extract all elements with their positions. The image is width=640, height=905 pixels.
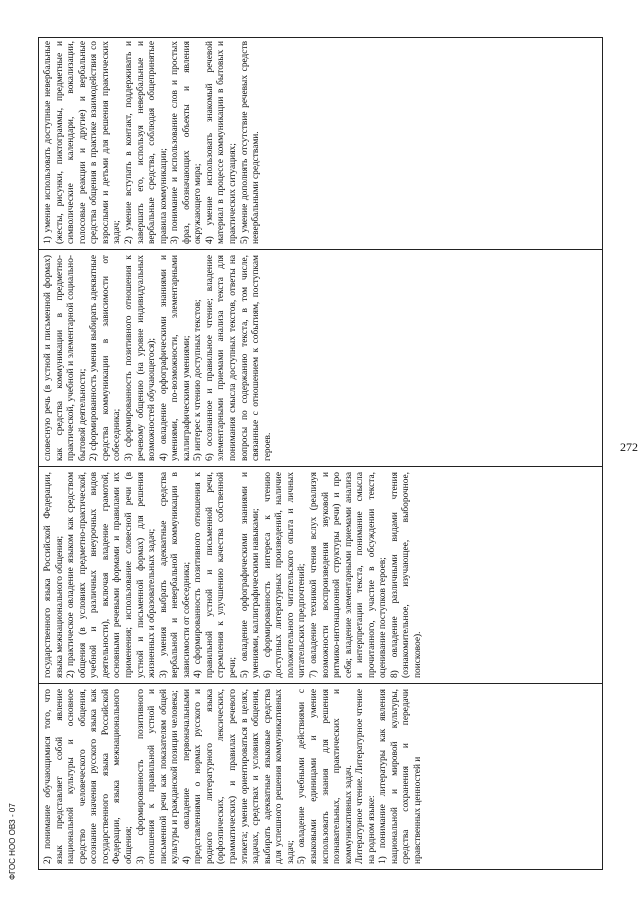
col2-para: 4) сформированность позитивного отношения к правильной устной и письменной речи, стремления к улучшению качества собственной речи; [193, 472, 238, 678]
table-column-3 [39, 249, 602, 466]
col1-para: 1) понимание литературы как явления национальной и мировой культуры, средства сохранения и передачи нравственных ценностей и [378, 689, 423, 864]
col1-para: 5) овладение учебными действиями с языковыми единицами и умение использовать знания для решения познавательных, практических и коммуникативных задач. [297, 689, 354, 864]
table-column-2 [39, 466, 602, 683]
col1-para: 2) понимание обучающимися того, что язык представляет собой явление национальной культуры и основное средство человеческого общения, осознание значения русского языка как государственного языка Российской Федерации, языка межнационального общения; [43, 689, 134, 864]
col4-para: 4) умение использовать знакомый речевой материал в процессе коммуникации в бытовых и практических ситуациях; [204, 41, 238, 244]
col4-para: 3) понимание и использование слов и простых фраз, обозначающих объекты и явления окружающего мира; [170, 41, 204, 244]
col4-para: 5) умение дополнять отсутствие речевых средств невербальными средствами. [239, 41, 262, 244]
document-footer: ФГОС НОО ОВЗ - 07 [8, 803, 17, 880]
col3-para: 3) сформированность позитивного отношения к речевому общению (на уровне индивидуальных возможностей обучающегося); [123, 255, 158, 461]
col1-para: 3) сформированность позитивного отношения к правильной устной и письменной речи как показателям общей культуры и гражданской позиции человека; [135, 689, 181, 864]
col2-para: 6) сформированность интереса к чтению доступных литературных произведений, наличие положительного читательского опыта и личных читательских предпочтений; [262, 472, 308, 678]
col2-para: 8) овладение различными видами чтения (ознакомительное, изучающее, выборочное, поисковое). [389, 472, 423, 678]
col4-para: 2) умение вступать в контакт, поддерживать и завершать его, используя невербальные и вербальные средства, соблюдая общепринятые правила коммуникации; [123, 41, 169, 244]
col1-para: 4) овладение первоначальными представлениями о нормах русского и родного литературного языка (орфоэпических, лексических, грамматических) и правилах речевого этикета; умение ориентироваться в целях, задачах, средствах и условиях общения, выбирать адекватные языковые средства для успешного решения коммуникативных задач; [181, 689, 296, 864]
page-number: 272 [620, 440, 638, 454]
col2-para: 2) практическое овладение языком как средством общения (в условиях предметно-практической, учебной и различных внеурочных видов деятельности), включая владение грамотой, основными речевыми формами и правилами их применения; использование словесной речи (в устной и письменной формах) для решения жизненных и образовательных задач; [66, 472, 158, 678]
col3-para: 6) осознанное и правильное чтение; владение элементарными приемами анализа текста для понимания смысла доступных текстов, ответы на вопросы по содержанию текста, в том числе, связанные с отношением к событиям, поступкам героев. [204, 255, 273, 461]
col3-para: словесную речь (в устной и письменной формах) как средства коммуникации в предметно-практической, учебной и элементарной социально-бытовой деятельности; [43, 255, 88, 461]
rotated-table-container [38, 37, 603, 870]
results-table [38, 37, 603, 870]
col1-section-heading: Литературное чтение. Литературное чтение на родном языке: [355, 689, 377, 864]
col3-para: 2) сформированность умения выбирать адекватные средства коммуникации в зависимости от собеседника; [89, 255, 123, 461]
col2-para: 7) овладение техникой чтения вслух (реализуя возможности воспроизведения звуковой и ритмико-интонационной структуры речи) и про себя; владение элементарными приемами анализа и интерпретации текста, понимание смысла прочитанного, участие в обсуждении текста, оценивание поступков героев; [308, 472, 389, 678]
col3-para: 5) интерес к чтению доступных текстов; [193, 299, 204, 461]
col3-para: 4) овладение орфографическими знаниями и умениями, по-возможности, элементарными каллиграфическими умениями; [158, 255, 192, 461]
col2-para: 5) овладение орфографическими знаниями и умениями, каллиграфическими навыками; [239, 472, 262, 678]
col4-para: 1) умение использовать доступные невербальные (жесты, рисунки, пиктограммы, предметные и символические календари, вокализации, голосовые реакции и другие) и вербальные средства общения в практике взаимодействия со взрослыми и детьми для решения практических задач; [43, 41, 123, 244]
table-column-4 [39, 36, 602, 249]
col2-para: государственного языка Российской Федерации, языка межнационального общения; [43, 472, 65, 678]
table-column-1 [39, 683, 602, 869]
col2-para: 3) умения выбрать адекватные средства вербальной и невербальной коммуникации в зависимости от собеседника; [158, 472, 192, 678]
